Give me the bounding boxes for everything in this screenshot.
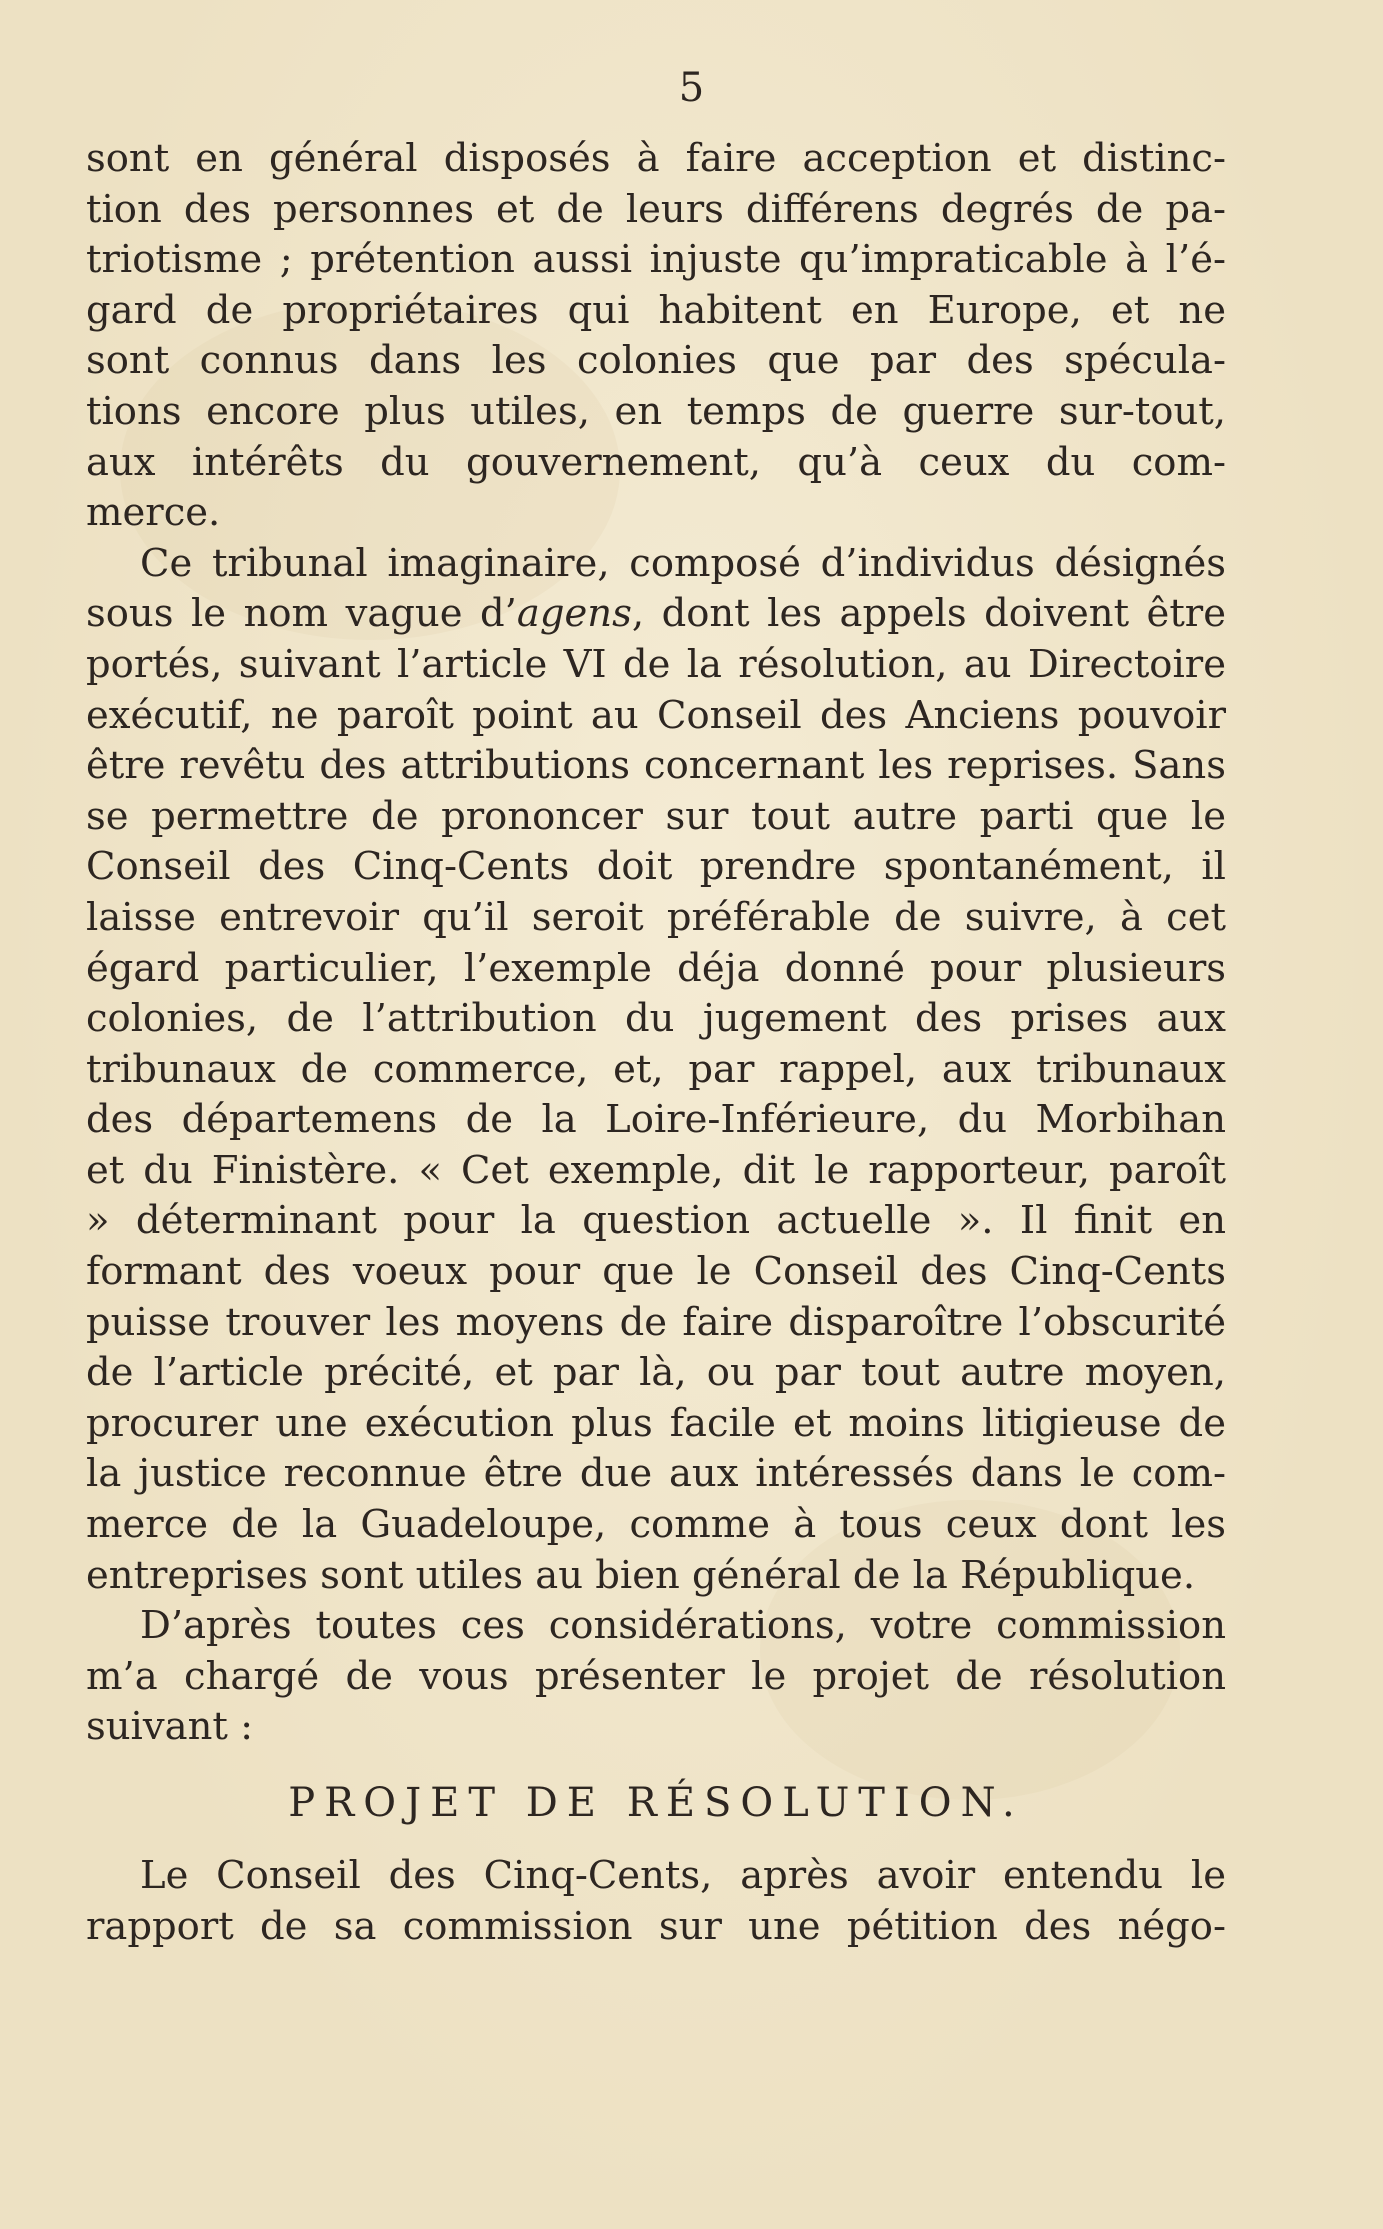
text-line: portés, suivant l’article VI de la résolution, au Directoire	[86, 641, 1226, 687]
text-line: colonies, de l’attribution du jugement des prises aux	[86, 996, 1226, 1042]
italic-word: agens	[516, 591, 632, 637]
text-line: la justice reconnue être due aux intéressés dans le com-	[86, 1451, 1226, 1497]
text-line: Le Conseil des Cinq-Cents, après avoir entendu le	[140, 1853, 1226, 1898]
paragraph-after-heading	[86, 1851, 1226, 1952]
text-line: merce.	[86, 490, 221, 536]
section-heading: PROJET DE RÉSOLUTION.	[288, 1780, 1024, 1826]
text-line: aux intérêts du gouvernement, qu’à ceux du com-	[86, 439, 1226, 485]
text-line: m’a chargé de vous présenter le projet de résolution	[86, 1653, 1226, 1699]
text-line: triotisme ; prétention aussi injuste qu’impraticable à l’é-	[86, 237, 1226, 283]
text-line: Conseil des Cinq-Cents doit prendre spontanément, il	[86, 844, 1226, 890]
text-line: Ce tribunal imaginaire, composé d’individus désignés	[140, 540, 1226, 586]
text-line: exécutif, ne paroît point au Conseil des Anciens pouvoir	[86, 692, 1226, 738]
text-line: tion des personnes et de leurs différens degrés de pa-	[86, 186, 1226, 232]
text-line: sous le nom vague d’agens, dont les appels doivent être	[86, 591, 1226, 637]
text-line: formant des voeux pour que le Conseil des Cinq-Cents	[86, 1249, 1226, 1295]
text-line: entreprises sont utiles au bien général de la République.	[86, 1552, 1196, 1598]
text-line: être revêtu des attributions concernant les reprises. Sans	[86, 743, 1226, 789]
text-line: » déterminant pour la question actuelle ». Il finit en	[86, 1198, 1226, 1244]
text-line: suivant :	[86, 1704, 254, 1750]
text-line: se permettre de prononcer sur tout autre parti que le	[86, 793, 1226, 839]
text-line: D’après toutes ces considérations, votre commission	[140, 1603, 1226, 1649]
text-line: gard de propriétaires qui habitent en Europe, et ne	[86, 287, 1226, 333]
text-line: procurer une exécution plus facile et moins litigieuse de	[86, 1400, 1226, 1446]
text-line: puisse trouver les moyens de faire disparoître l’obscurité	[86, 1299, 1226, 1345]
paragraphs-before-heading	[86, 134, 1226, 1753]
text-line: laisse entrevoir qu’il seroit préférable de suivre, à cet	[86, 894, 1226, 940]
text-line: tribunaux de commerce, et, par rappel, aux tribunaux	[86, 1046, 1226, 1092]
text-line: égard particulier, l’exemple déja donné pour plusieurs	[86, 945, 1226, 991]
text-line: sont connus dans les colonies que par des spécula-	[86, 338, 1226, 384]
page-number: 5	[678, 65, 705, 111]
body-text	[86, 134, 1226, 1952]
text-line: de l’article précité, et par là, ou par tout autre moyen,	[86, 1350, 1226, 1396]
text-line: tions encore plus utiles, en temps de guerre sur-tout,	[86, 388, 1226, 434]
text-line: rapport de sa commission sur une pétition des négo-	[86, 1903, 1226, 1949]
text-line: et du Finistère. « Cet exemple, dit le rapporteur, paroît	[86, 1147, 1226, 1193]
text-line: sont en général disposés à faire acception et distinc-	[86, 136, 1226, 181]
text-line: des départemens de la Loire-Inférieure, du Morbihan	[86, 1097, 1226, 1143]
text-line: merce de la Guadeloupe, comme à tous ceux dont les	[86, 1502, 1226, 1548]
